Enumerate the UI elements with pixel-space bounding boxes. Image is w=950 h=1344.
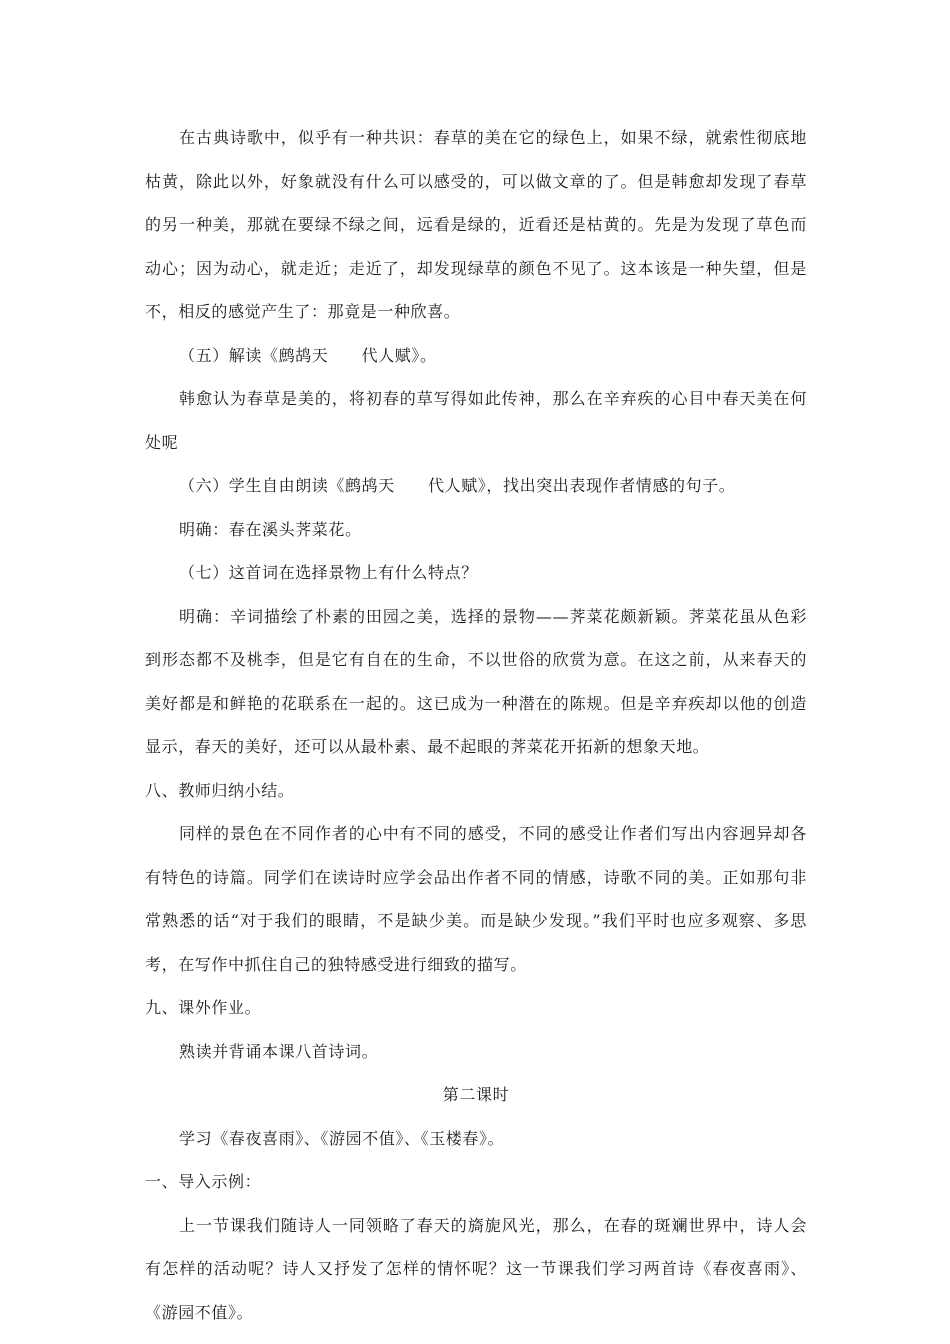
lesson-2-title: 第二课时 xyxy=(442,1085,510,1104)
section-5-heading: （五）解读《鹧鸪天 代人赋》。 xyxy=(179,345,437,365)
paragraph-answer-2: 明确：辛词描绘了朴素的田园之美，选择的景物——荠菜花颇新颖。荠菜花虽从色彩到形态都不及桃李，但是它有自在的生命，不以世俗的欣赏为意。在这之前，从来春天的美好都是和鲜艳的花联系在一起的。这已成为一种潜在的陈规。但是辛弃疾却以他的创造显示，春天的美好，还可以从最朴素、最不起眼的荠菜花开拓新的想象天地。 xyxy=(145,606,807,756)
paragraph-homework: 熟读并背诵本课八首诗词。 xyxy=(179,1041,379,1061)
paragraph-answer-1: 明确：春在溪头荠菜花。 xyxy=(179,519,362,539)
section-8-heading: 八、教师归纳小结。 xyxy=(145,780,295,800)
paragraph-question: 韩愈认为春草是美的，将初春的草写得如此传神，那么在辛弃疾的心目中春天美在何处呢 xyxy=(145,389,807,452)
section-9-heading: 九、课外作业。 xyxy=(145,998,262,1017)
paragraph-spring-grass: 在古典诗歌中，似乎有一种共识：春草的美在它的绿色上，如果不绿，就索性彻底地枯黄，除此以外，好象就没有什么可以感受的，可以做文章的了。但是韩愈却发现了春草的另一种美，那就在要绿不绿之间，远看是绿的，近看还是枯黄的。先是为发现了草色而动心；因为动心，就走近；走近了，却发现绿草的颜色不见了。这本该是一种失望，但是不，相反的感觉产生了：那竟是一种欣喜。 xyxy=(145,128,807,321)
paragraph-summary: 同样的景色在不同作者的心中有不同的感受，不同的感受让作者们写出内容迥异却各有特色的诗篇。同学们在读诗时应学会品出作者不同的情感，诗歌不同的美。正如那句非常熟悉的话“对于我们的眼睛，不是缺少美。而是缺少发现。”我们平时也应多观察、多思考，在写作中抓住自己的独特感受进行细致的描写。 xyxy=(145,824,807,974)
section-1-heading: 一、导入示例： xyxy=(145,1172,262,1191)
paragraph-lesson-2-topics: 学习《春夜喜雨》、《游园不值》、《玉楼春》。 xyxy=(179,1128,505,1148)
section-7-heading: （七）这首词在选择景物上有什么特点？ xyxy=(179,563,478,582)
section-6-heading: （六）学生自由朗读《鹧鸪天 代人赋》，找出突出表现作者情感的句子。 xyxy=(179,476,736,495)
paragraph-introduction: 上一节课我们随诗人一同领略了春天的旖旎风光，那么，在春的斑斓世界中，诗人会有怎样的活动呢？诗人又抒发了怎样的情怀呢？这一节课我们学习两首诗《春夜喜雨》、《游园不值》。 xyxy=(145,1215,807,1322)
document-body xyxy=(145,116,807,1334)
